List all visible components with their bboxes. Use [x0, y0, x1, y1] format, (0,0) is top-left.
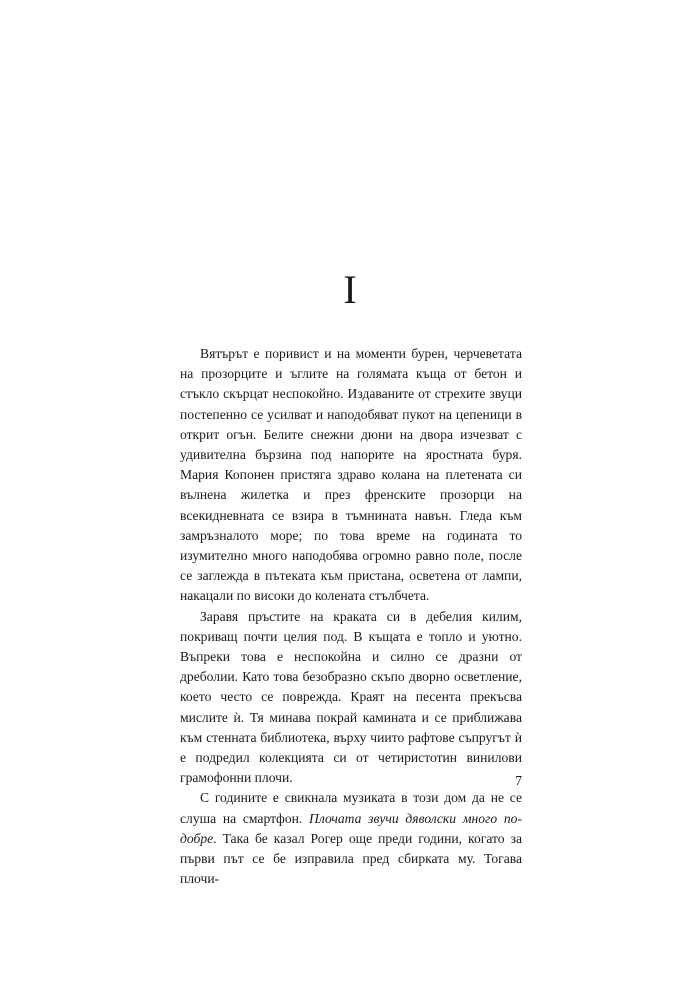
paragraph-3-start: С годините е свикнала музиката в този дом да не се слуша на смартфон. [180, 790, 522, 826]
chapter-body [180, 344, 522, 889]
paragraph-3-end: . Така бе казал Рогер още преди години, когато за първи път се бе изправила пред сбирката му. Тогава плочи- [180, 830, 522, 887]
paragraph-3 [180, 788, 522, 889]
page-number: 7 [515, 773, 522, 788]
paragraph-1: Вятърът е поривист и на моменти бурен, черчеветата на прозорците и ъглите на голямата къща от бетон и стъкло скърцат неспокойно. Издаваните от стрехите звуци постепенно се усилват и наподобяват пукот на цепеници в открит огън. Белите снежни дюни на двора изчезват с удивителна бързина под напорите на яростната буря. Мария Копонен пристяга здраво колана на плетената си вълнена жилетка и през френските прозорци на всекидневната се взира в тъмнината навън. Гледа към замръзналото море; по това време на годината то изумително много наподобява огромно равно поле, после се заглежда в пътеката към пристана, осветена от лампи, накацали по високи до колената стълбчета. [180, 346, 522, 604]
paragraph-2: Заравя пръстите на краката си в дебелия килим, покриващ почти целия под. В къщата е топло и уютно. Въпреки това е неспокойна и силно се дразни от дреболии. Като това безобразно скъпо дворно осветление, което често се поврежда. Краят на песента прекъсва мислите ѝ. Тя минава покрай камината и се приближава към стенната библиотека, върху чиито рафтове съпругът ѝ е подредил колекцията си от четиристотин винилови грамофонни плочи. [180, 608, 522, 786]
paragraph-3-italic-quote: Плочата звучи дяволски много по-добре [180, 810, 522, 846]
chapter-numeral: I [343, 267, 357, 312]
